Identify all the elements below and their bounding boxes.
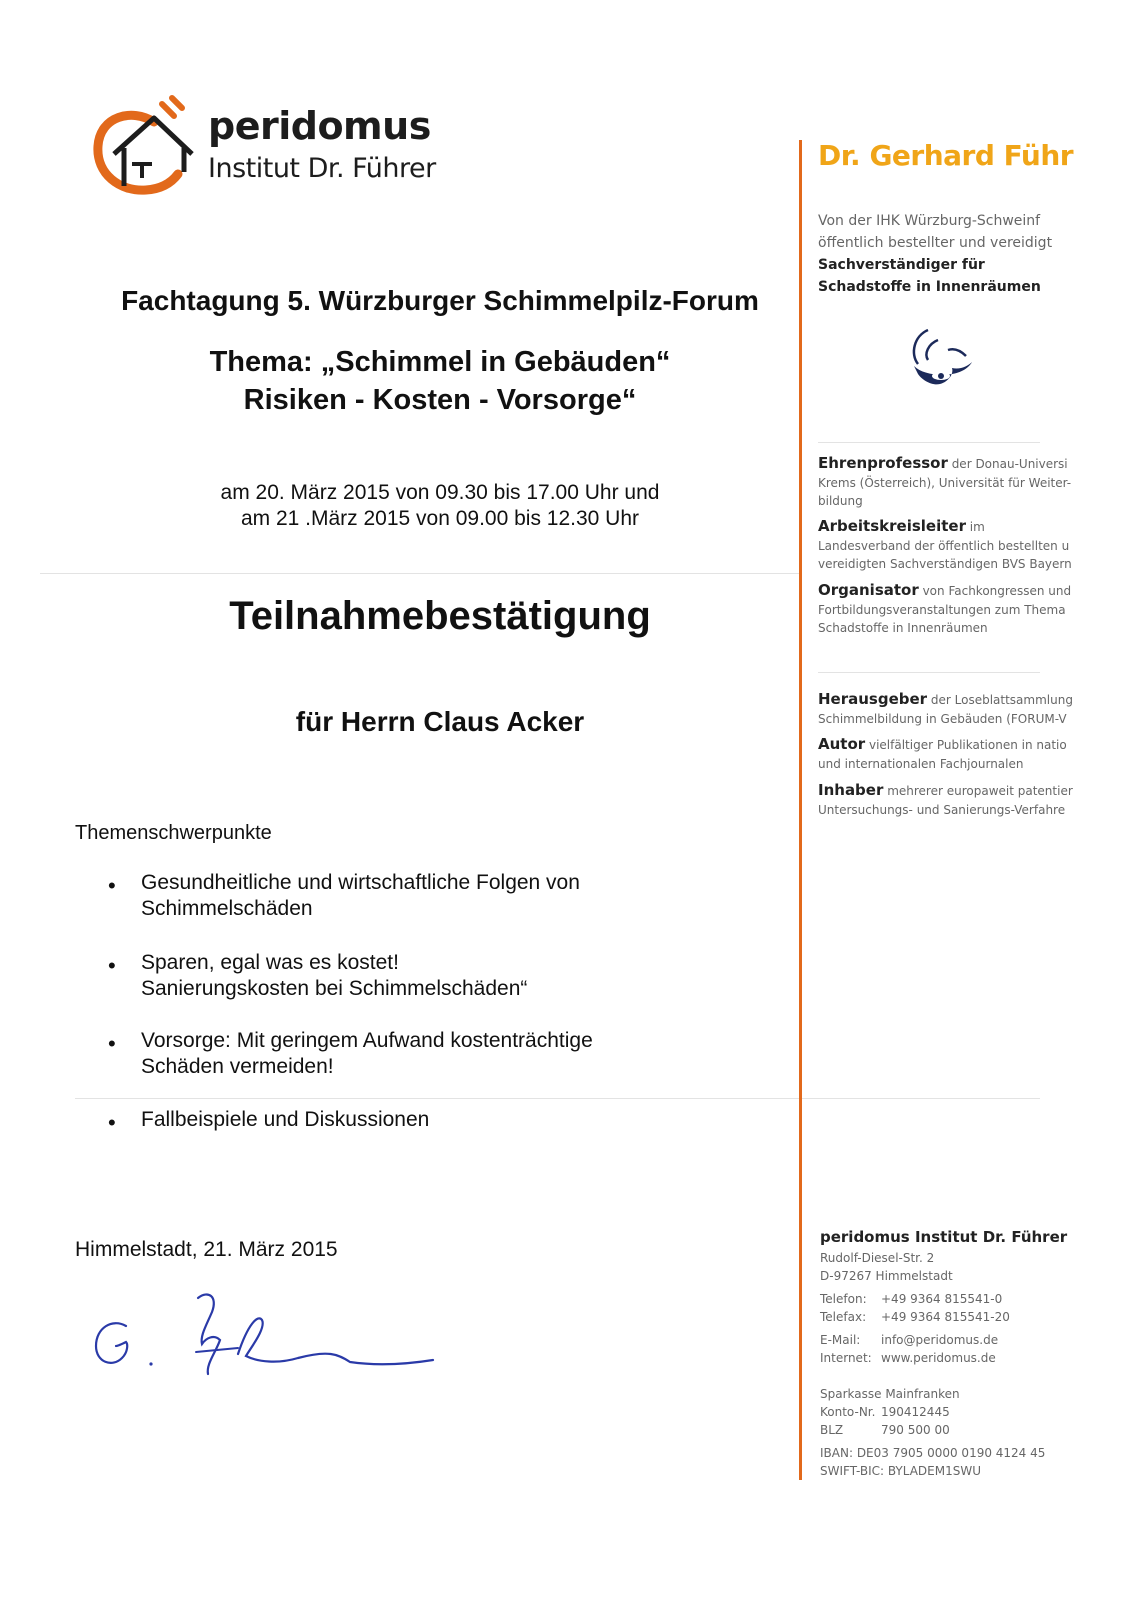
appointment-line-3: Sachverständiger für	[818, 257, 985, 273]
email-label: E-Mail:	[820, 1333, 861, 1347]
role-text: der Loseblattsammlung	[927, 693, 1073, 707]
focus-point-2-line-2: Sanierungskosten bei Schimmelschäden“	[141, 977, 528, 1000]
fax-label: Telefax:	[820, 1310, 867, 1324]
event-title: Fachtagung 5. Würzburger Schimmelpilz-Forum	[121, 285, 759, 316]
iban: IBAN: DE03 7905 0000 0190 4124 45	[820, 1446, 1046, 1460]
focus-point-1-line-1: Gesundheitliche und wirtschaftliche Folgen von	[141, 871, 580, 894]
theme-line-1: Thema: „Schimmel in Gebäuden“	[209, 346, 671, 378]
role-text: der Donau-Universi	[947, 457, 1068, 471]
role-title: Inhaber	[818, 781, 884, 799]
role-working-group-lead	[818, 515, 1040, 537]
focus-heading: Themenschwerpunkte	[75, 822, 272, 844]
role-text: bildung	[818, 494, 863, 508]
focus-point-3-line-2: Schäden vermeiden!	[141, 1055, 334, 1078]
role-organizer	[818, 579, 1072, 601]
recipient-name: für Herrn Claus Acker	[295, 706, 585, 737]
role-title: Organisator	[818, 581, 919, 599]
role-text: im	[965, 520, 985, 534]
blz-label: BLZ	[820, 1423, 844, 1437]
email-link[interactable]: info@peridomus.de	[881, 1333, 999, 1347]
signature	[88, 1284, 438, 1384]
role-honorary-professor	[818, 452, 1068, 474]
role-editor	[818, 688, 1073, 710]
footer-city: D-97267 Himmelstadt	[820, 1269, 953, 1283]
role-text: Fortbildungsveranstaltungen zum Thema	[818, 603, 1066, 617]
web-link[interactable]: www.peridomus.de	[881, 1351, 996, 1365]
sidebar-divider	[818, 672, 1040, 673]
role-title: Arbeitskreisleiter	[818, 517, 966, 535]
role-text: von Fachkongressen und	[918, 584, 1072, 598]
logo-name: peridomus	[208, 104, 431, 148]
logo-subtitle: Institut Dr. Führer	[208, 153, 436, 184]
event-date-line-1: am 20. März 2015 von 09.30 bis 17.00 Uhr und	[220, 481, 660, 504]
role-text: Landesverband der öffentlich bestellten u	[818, 539, 1070, 553]
role-patent-holder	[818, 779, 1073, 801]
bullet-icon: •	[108, 1110, 116, 1135]
role-author	[818, 733, 1067, 755]
web-label: Internet:	[820, 1351, 872, 1365]
blz-number: 790 500 00	[881, 1423, 950, 1437]
role-title: Ehrenprofessor	[818, 454, 948, 472]
phone-label: Telefon:	[820, 1292, 867, 1306]
role-text: und internationalen Fachjournalen	[818, 757, 1024, 771]
appointment-line-4: Schadstoffe in Innenräumen	[818, 279, 1041, 295]
sidebar-rule	[799, 140, 802, 1480]
focus-point-4-line-1: Fallbeispiele und Diskussionen	[141, 1108, 430, 1131]
role-text: mehrerer europaweit patentier	[883, 784, 1073, 798]
role-title: Autor	[818, 735, 866, 753]
account-label: Konto-Nr.	[820, 1405, 876, 1419]
bullet-icon: •	[108, 873, 116, 898]
fold-line	[75, 1098, 1040, 1099]
footer-company: peridomus Institut Dr. Führer	[820, 1228, 1068, 1246]
footer-street: Rudolf-Diesel-Str. 2	[820, 1251, 935, 1265]
theme-line-2: Risiken - Kosten - Vorsorge“	[243, 384, 637, 416]
certificate-title: Teilnahmebestätigung	[229, 594, 651, 638]
bullet-icon: •	[108, 1031, 116, 1056]
role-text: Krems (Österreich), Universität für Weiter-	[818, 476, 1072, 490]
expert-name: Dr. Gerhard Führ	[818, 139, 1074, 172]
house-logo-icon	[92, 94, 202, 202]
focus-point-2-line-1: Sparen, egal was es kostet!	[141, 951, 399, 974]
sidebar-divider	[818, 442, 1040, 443]
fax-number: +49 9364 815541-20	[881, 1310, 1010, 1324]
role-text: vereidigten Sachverständigen BVS Bayern	[818, 557, 1072, 571]
swift-bic: SWIFT-BIC: BYLADEM1SWU	[820, 1464, 982, 1478]
focus-point-3-line-1: Vorsorge: Mit geringem Aufwand kostenträchtige	[141, 1029, 593, 1052]
role-text: Schimmelbildung in Gebäuden (FORUM-V	[818, 712, 1067, 726]
bullet-icon: •	[108, 953, 116, 978]
focus-point-1-line-2: Schimmelschäden	[141, 897, 313, 920]
account-number: 190412445	[881, 1405, 950, 1419]
phone-number[interactable]: +49 9364 815541-0	[881, 1292, 1003, 1306]
event-date-line-2: am 21 .März 2015 von 09.00 bis 12.30 Uhr	[240, 507, 640, 530]
role-text: vielfältiger Publikationen in natio	[865, 738, 1067, 752]
expert-seal-icon	[908, 326, 974, 392]
place-and-date: Himmelstadt, 21. März 2015	[75, 1238, 338, 1261]
role-title: Herausgeber	[818, 690, 928, 708]
bank-name: Sparkasse Mainfranken	[820, 1387, 960, 1401]
role-text: Schadstoffe in Innenräumen	[818, 621, 988, 635]
role-text: Untersuchungs- und Sanierungs-Verfahre	[818, 803, 1066, 817]
fold-line	[40, 573, 800, 574]
appointment-line-2: öffentlich bestellter und vereidigt	[818, 235, 1053, 251]
appointment-line-1: Von der IHK Würzburg-Schweinf	[818, 213, 1041, 229]
